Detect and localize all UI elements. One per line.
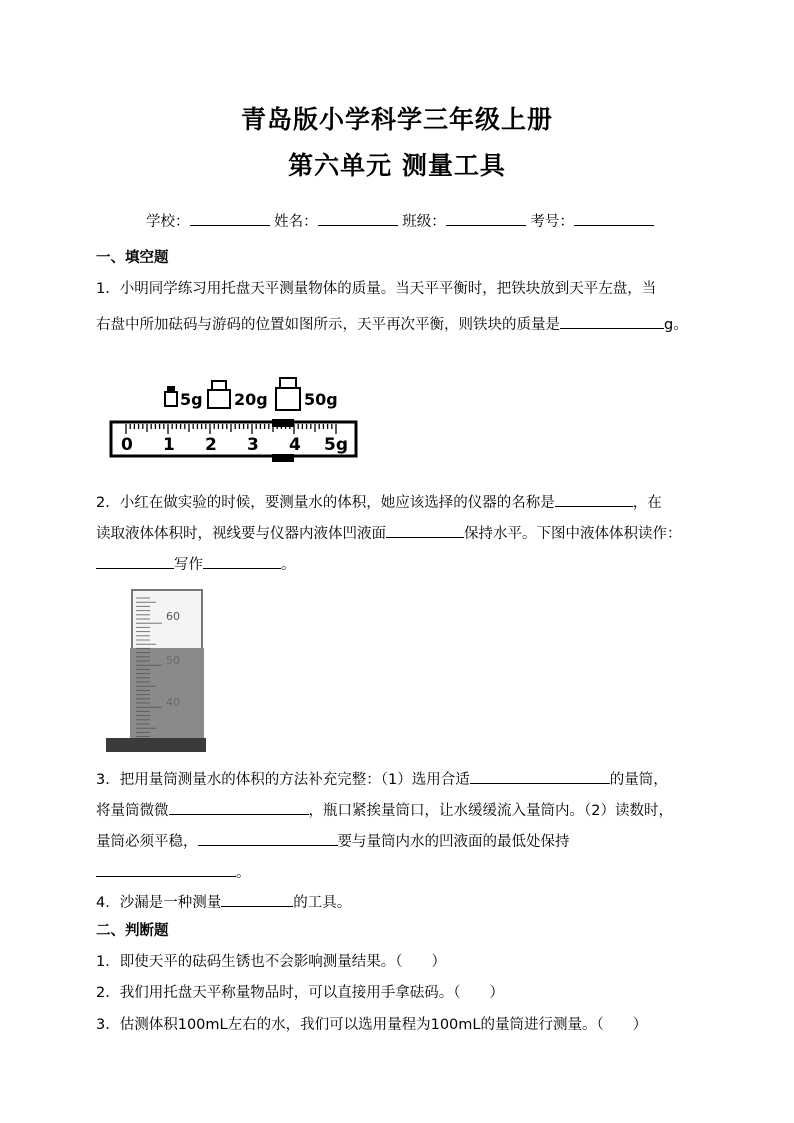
scale-label-5g: 5g [324, 435, 348, 455]
weight-50g-icon [276, 378, 300, 410]
q2-line3 [96, 552, 296, 575]
class-label: 班级： [402, 214, 446, 230]
q4-text-2: 的工具。 [293, 895, 352, 911]
page-subtitle: 第六单元 测量工具 [288, 151, 506, 180]
q2-instrument-blank[interactable] [555, 490, 633, 507]
q2-written-blank[interactable] [203, 552, 281, 569]
q2-reading-blank[interactable] [96, 552, 174, 569]
cylinder-figure [106, 586, 206, 754]
weight-50g-label: 50g [304, 390, 338, 409]
q3-text-5: 量筒必须平稳， [96, 834, 198, 850]
q3-text-7: 。 [236, 865, 251, 881]
scale-label-3: 3 [247, 435, 259, 455]
q4-text-1: 4．沙漏是一种测量 [96, 895, 222, 911]
student-info-row [146, 209, 654, 232]
q3-line2 [96, 798, 673, 821]
q2-line2 [96, 521, 682, 544]
q2-text-4: 保持水平。下图中液体体积读作： [464, 526, 682, 542]
q1-unit: g。 [664, 317, 688, 333]
number-blank[interactable] [574, 209, 654, 226]
weight-5g-label: 5g [180, 390, 203, 409]
rider-top [272, 419, 294, 427]
q3-line1 [96, 767, 668, 790]
q3-line4 [96, 860, 251, 883]
q3-text-4: ，瓶口紧挨量筒口，让水缓缓流入量筒内。（2）读数时， [308, 803, 673, 819]
q2-text-5: 写作 [174, 557, 203, 573]
scale-label-4: 4 [289, 435, 301, 455]
scale-label-2: 2 [205, 435, 217, 455]
balance-figure [106, 374, 362, 466]
q2-text-1: 2．小红在做实验的时候，要测量水的体积，她应该选择的仪器的名称是 [96, 495, 555, 511]
rider-bottom [272, 454, 294, 462]
q3-text-2: 的量筒， [609, 772, 668, 788]
q3-text-1: 3．把用量筒测量水的体积的方法补充完整：（1）选用合适 [96, 772, 470, 788]
q2-text-3: 读取液体体积时，视线要与仪器内液体凹液面 [96, 526, 386, 542]
q1-line1: 1．小明同学练习用托盘天平测量物体的质量。当天平平衡时，把铁块放到天平左盘，当 [96, 281, 657, 297]
school-blank[interactable] [190, 209, 270, 226]
q3-text-6: 要与量筒内水的凹液面的最低处保持 [337, 834, 570, 850]
school-label: 学校： [146, 214, 190, 230]
weight-20g-icon [208, 381, 230, 408]
q1-text: 右盘中所加砝码与游码的位置如图所示，天平再次平衡，则铁块的质量是 [96, 317, 560, 333]
cylinder-label-40: 40 [166, 696, 180, 709]
q3-level-blank[interactable] [96, 860, 236, 877]
name-label: 姓名： [274, 214, 318, 230]
q3-tilt-blank[interactable] [169, 798, 309, 815]
q1-answer-blank[interactable] [560, 312, 664, 329]
section1-heading: 一、填空题 [96, 250, 169, 266]
number-label: 考号： [530, 214, 574, 230]
scale-label-1: 1 [163, 435, 175, 455]
q1-line2 [96, 312, 688, 335]
name-blank[interactable] [318, 209, 398, 226]
q3-text-3: 将量筒微微 [96, 803, 169, 819]
q2-text-2: ，在 [632, 495, 662, 511]
cylinder-label-60: 60 [166, 610, 180, 623]
judge-item-3: 3．估测体积100mL左右的水，我们可以选用量程为100mL的量筒进行测量。（ ） [96, 1017, 648, 1033]
judge-item-2: 2．我们用托盘天平称量物品时，可以直接用手拿砝码。（ ） [96, 985, 504, 1001]
weight-20g-label: 20g [234, 390, 268, 409]
cylinder-label-50: 50 [166, 654, 180, 667]
judge-item-1: 1．即使天平的砝码生锈也不会影响测量结果。（ ） [96, 954, 446, 970]
scale-label-0: 0 [121, 435, 133, 455]
q3-sight-blank[interactable] [198, 829, 338, 846]
scale-ticks [126, 424, 336, 434]
q4-blank[interactable] [221, 890, 293, 907]
q2-meniscus-blank[interactable] [386, 521, 464, 538]
q3-line3 [96, 829, 570, 852]
q4-line [96, 890, 351, 913]
page-title: 青岛版小学科学三年级上册 [240, 105, 553, 134]
q2-line1 [96, 490, 662, 513]
section2-heading: 二、判断题 [96, 923, 169, 939]
weight-5g-icon [165, 386, 177, 406]
q3-range-blank[interactable] [470, 767, 610, 784]
class-blank[interactable] [446, 209, 526, 226]
q2-text-6: 。 [281, 557, 296, 573]
